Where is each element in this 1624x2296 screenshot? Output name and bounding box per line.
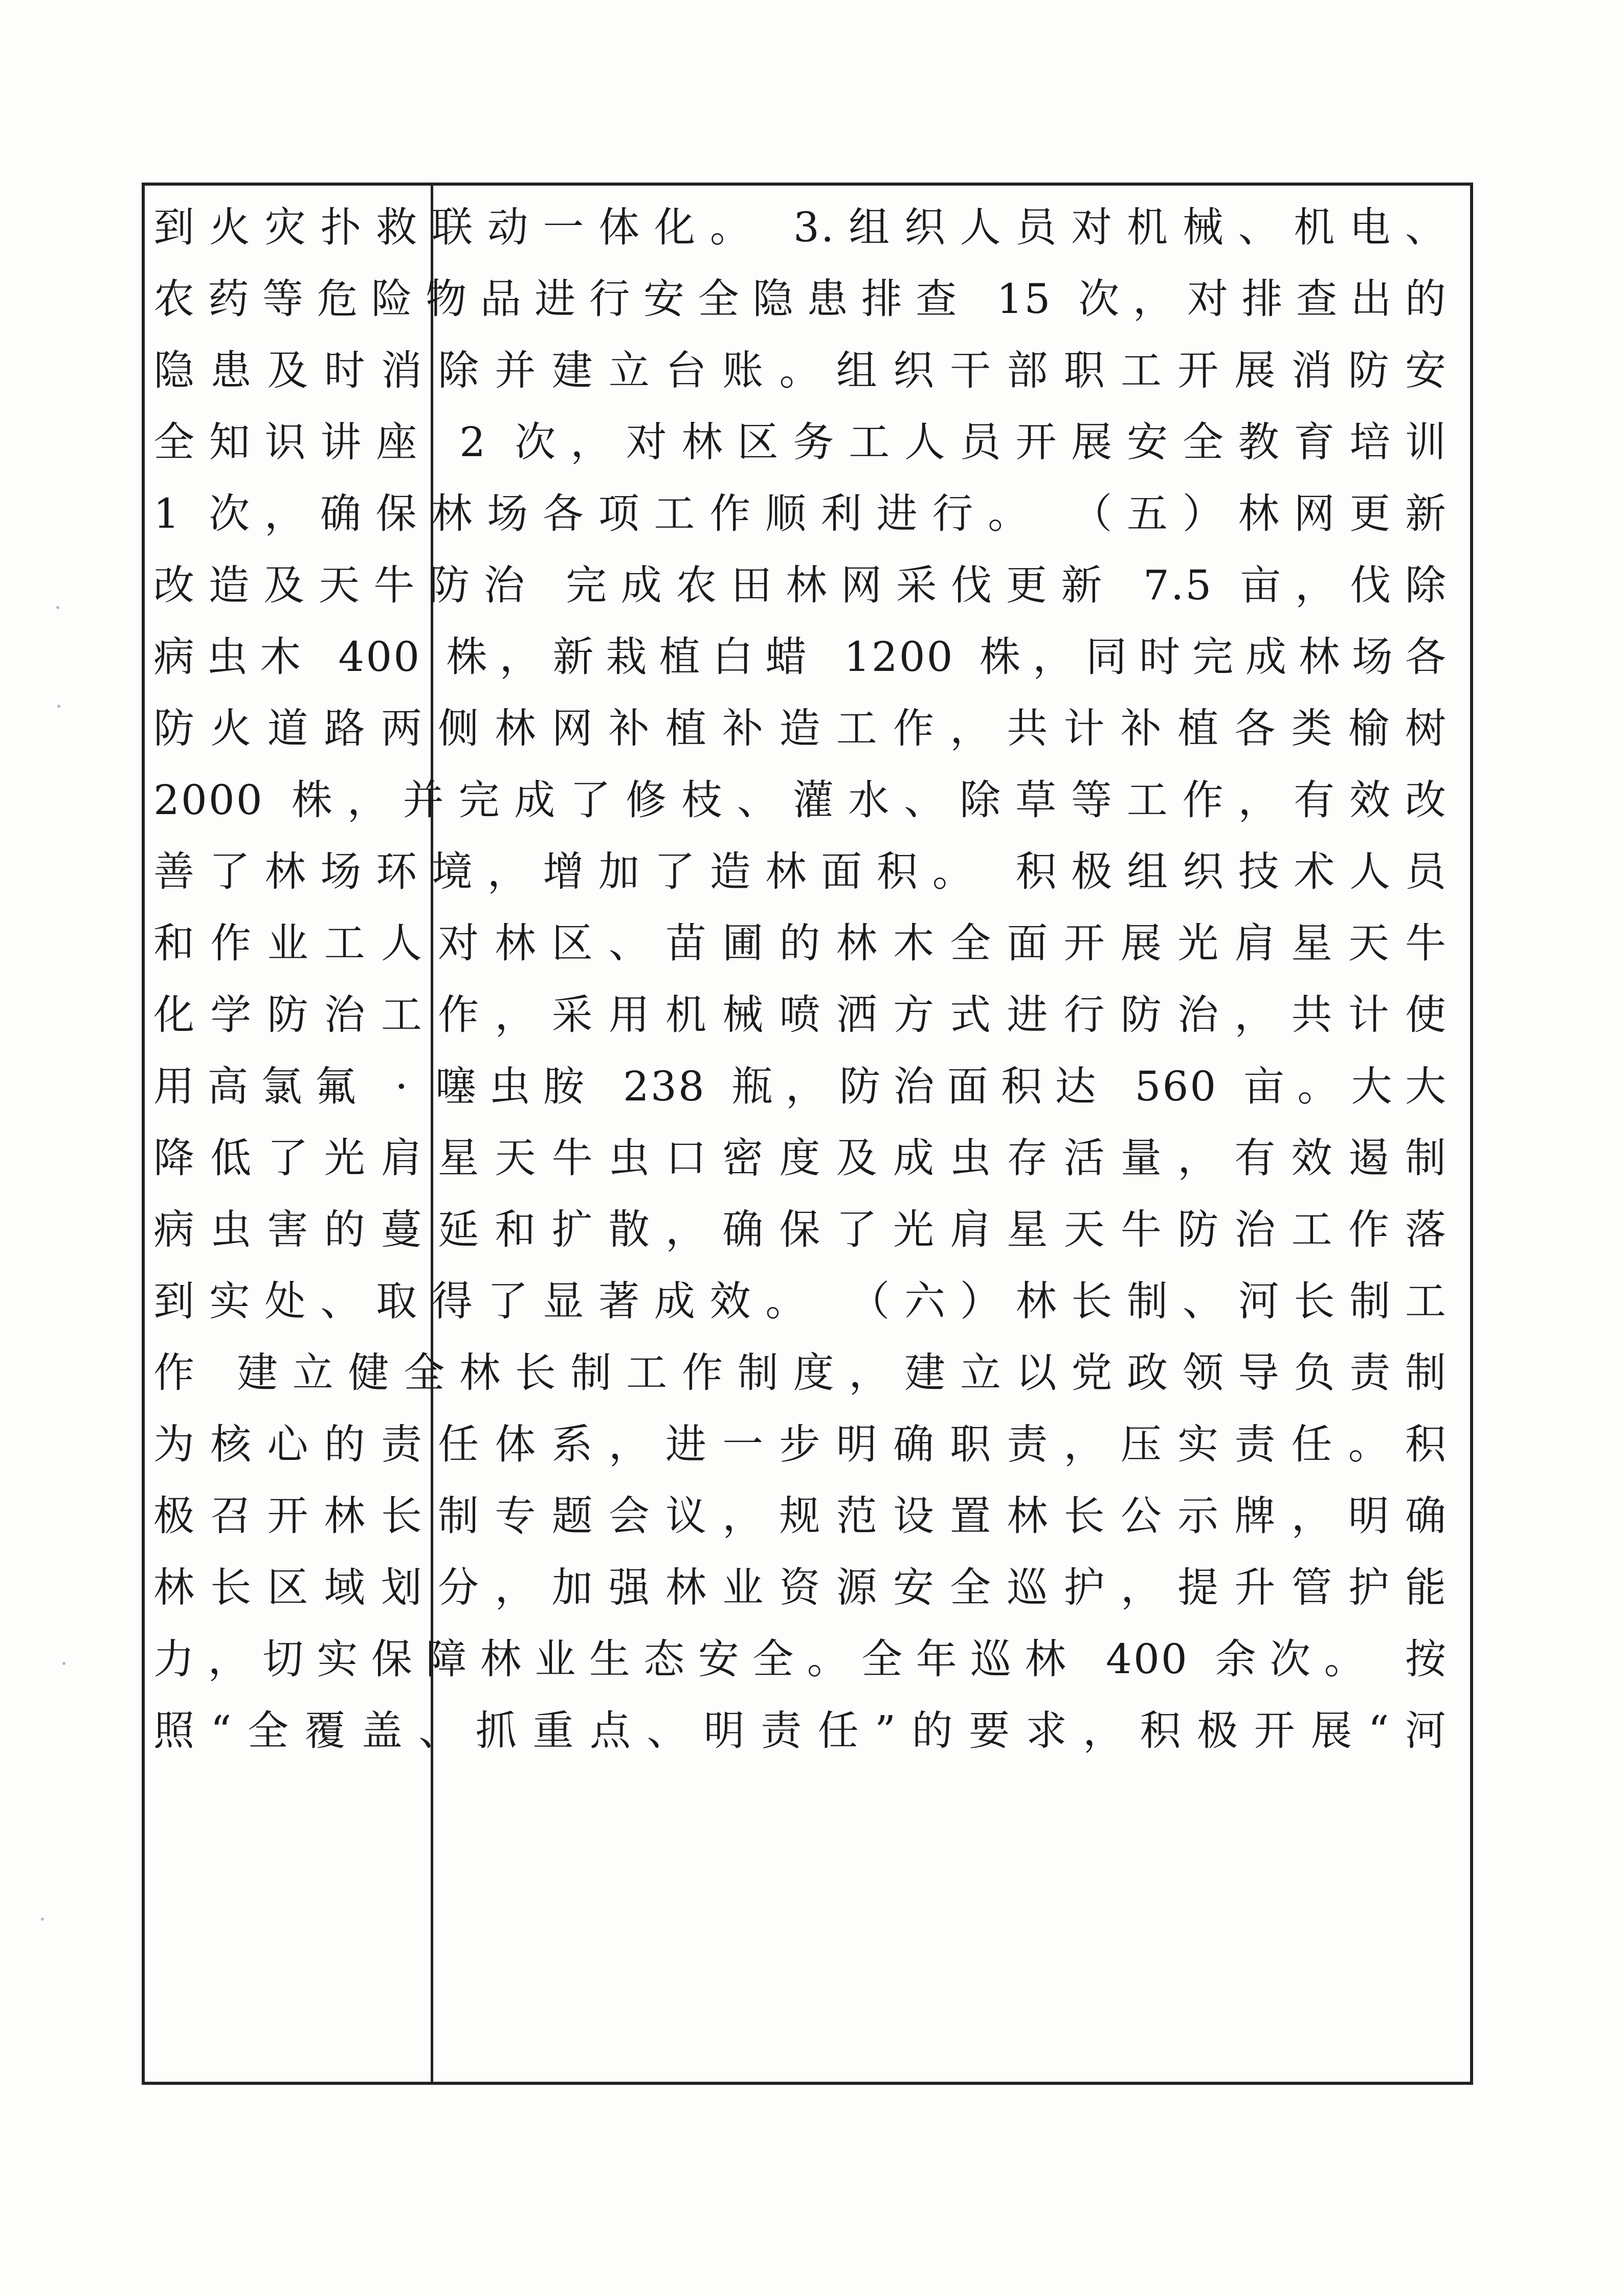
text-line: 隐患及时消除并建立台账。组织干部职工开展消防安 <box>153 347 1448 394</box>
scan-speck <box>57 705 60 708</box>
text-line: 2000 株，并完成了修枝、灌水、除草等工作，有效改 <box>153 776 1448 824</box>
text-line: 1 次，确保林场各项工作顺利进行。 （五）林网更新 <box>153 490 1448 537</box>
report-paragraph <box>153 192 1463 1767</box>
text-line: 林长区域划分，加强林业资源安全巡护，提升管护能 <box>153 1564 1448 1611</box>
text-line: 照“全覆盖、抓重点、明责任”的要求，积极开展“河 <box>153 1707 1448 1754</box>
text-line: 作 建立健全林长制工作制度，建立以党政领导负责制 <box>153 1349 1448 1397</box>
text-line: 到实处、取得了显著成效。 （六）林长制、河长制工 <box>153 1277 1448 1325</box>
text-line: 全知识讲座 2 次，对林区务工人员开展安全教育培训 <box>153 418 1448 466</box>
text-line: 降低了光肩星天牛虫口密度及成虫存活量，有效遏制 <box>153 1134 1448 1182</box>
text-line: 病虫木 400 株，新栽植白蜡 1200 株，同时完成林场各 <box>153 633 1448 681</box>
text-line: 改造及天牛防治 完成农田林网采伐更新 7.5 亩，伐除 <box>153 561 1448 609</box>
text-line: 善了林场环境，增加了造林面积。 积极组织技术人员 <box>153 848 1448 895</box>
scan-speck <box>56 606 59 609</box>
text-line: 到火灾扑救联动一体化。 3.组织人员对机械、机电、 <box>153 204 1448 251</box>
text-line: 农药等危险物品进行安全隐患排查 15 次，对排查出的 <box>153 275 1448 323</box>
text-line: 和作业工人对林区、苗圃的林木全面开展光肩星天牛 <box>153 919 1448 967</box>
text-line: 极召开林长制专题会议，规范设置林长公示牌，明确 <box>153 1492 1448 1540</box>
scan-speck <box>41 1918 44 1921</box>
text-line: 病虫害的蔓延和扩散，确保了光肩星天牛防治工作落 <box>153 1206 1448 1253</box>
text-line: 用高氯氟 · 噻虫胺 238 瓶，防治面积达 560 亩。大大 <box>153 1063 1448 1110</box>
text-line: 为核心的责任体系，进一步明确职责，压实责任。积 <box>153 1421 1448 1468</box>
scan-speck <box>62 1662 65 1665</box>
text-line: 防火道路两侧林网补植补造工作，共计补植各类榆树 <box>153 705 1448 752</box>
text-line: 化学防治工作，采用机械喷洒方式进行防治，共计使 <box>153 991 1448 1039</box>
text-line: 力，切实保障林业生态安全。全年巡林 400 余次。 按 <box>153 1635 1448 1683</box>
